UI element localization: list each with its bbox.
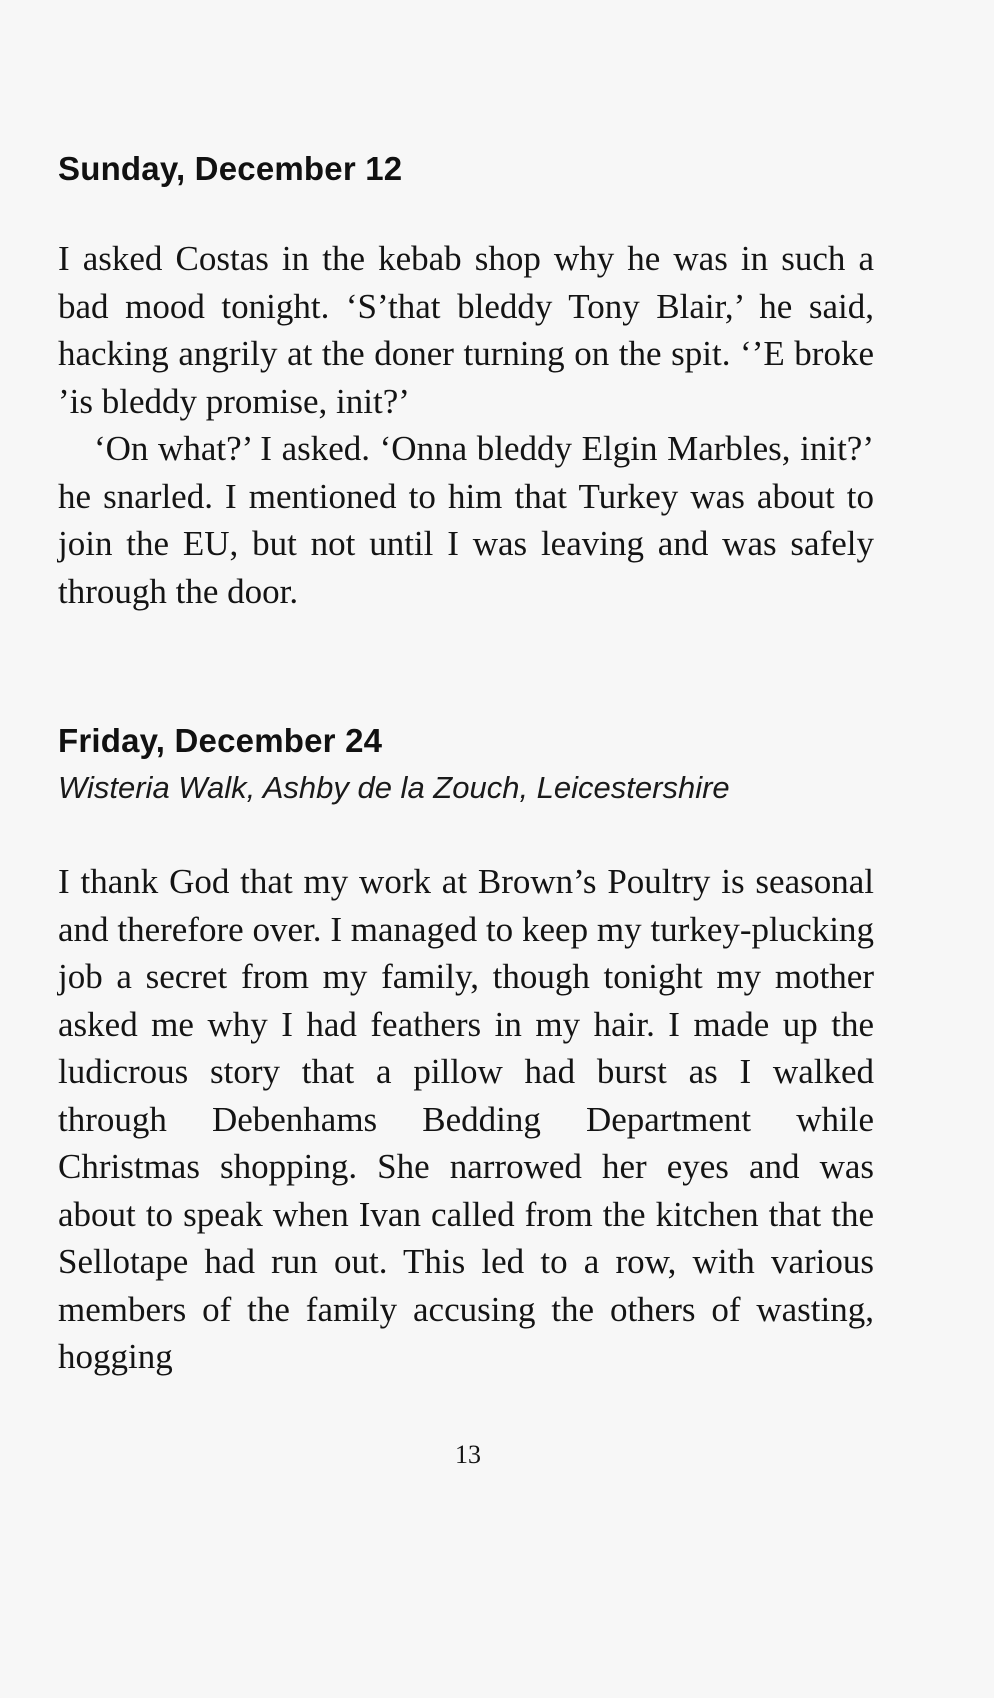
entry-location: Wisteria Walk, Ashby de la Zouch, Leicestershire — [58, 770, 730, 805]
entry-paragraph: I thank God that my work at Brown’s Poultry is seasonal and therefore over. I managed to keep my turkey-plucking job a secret from my family, though tonight my mother asked me why I had feathers in my hair. I made up the ludicrous story that a pillow had burst as I walked through Debenhams Bedding Department while Christmas shopping. She narrowed her eyes and was about to speak when Ivan called from the kitchen that the Sellotape had run out. This led to a row, with various members of the family accusing the others of wasting, hogging — [58, 862, 874, 1376]
scan-edge — [994, 0, 1000, 1698]
entry-heading-december-12: Sunday, December 12 — [58, 150, 403, 187]
page-number: 13 — [455, 1440, 481, 1469]
entry-paragraph: I asked Costas in the kebab shop why he was in such a bad mood tonight. ‘S’that bleddy Tony Blair,’ he said, hacking angrily at the doner turning on the spit. ‘’E broke ’is bleddy promise, init?’ — [58, 239, 874, 421]
entry-paragraph: ‘On what?’ I asked. ‘Onna bleddy Elgin Marbles, init?’ he snarled. I mentioned to him that Turkey was about to join the EU, but not until I was leaving and was safely through the door. — [58, 429, 874, 611]
entry-heading-december-24: Friday, December 24 — [58, 722, 383, 759]
